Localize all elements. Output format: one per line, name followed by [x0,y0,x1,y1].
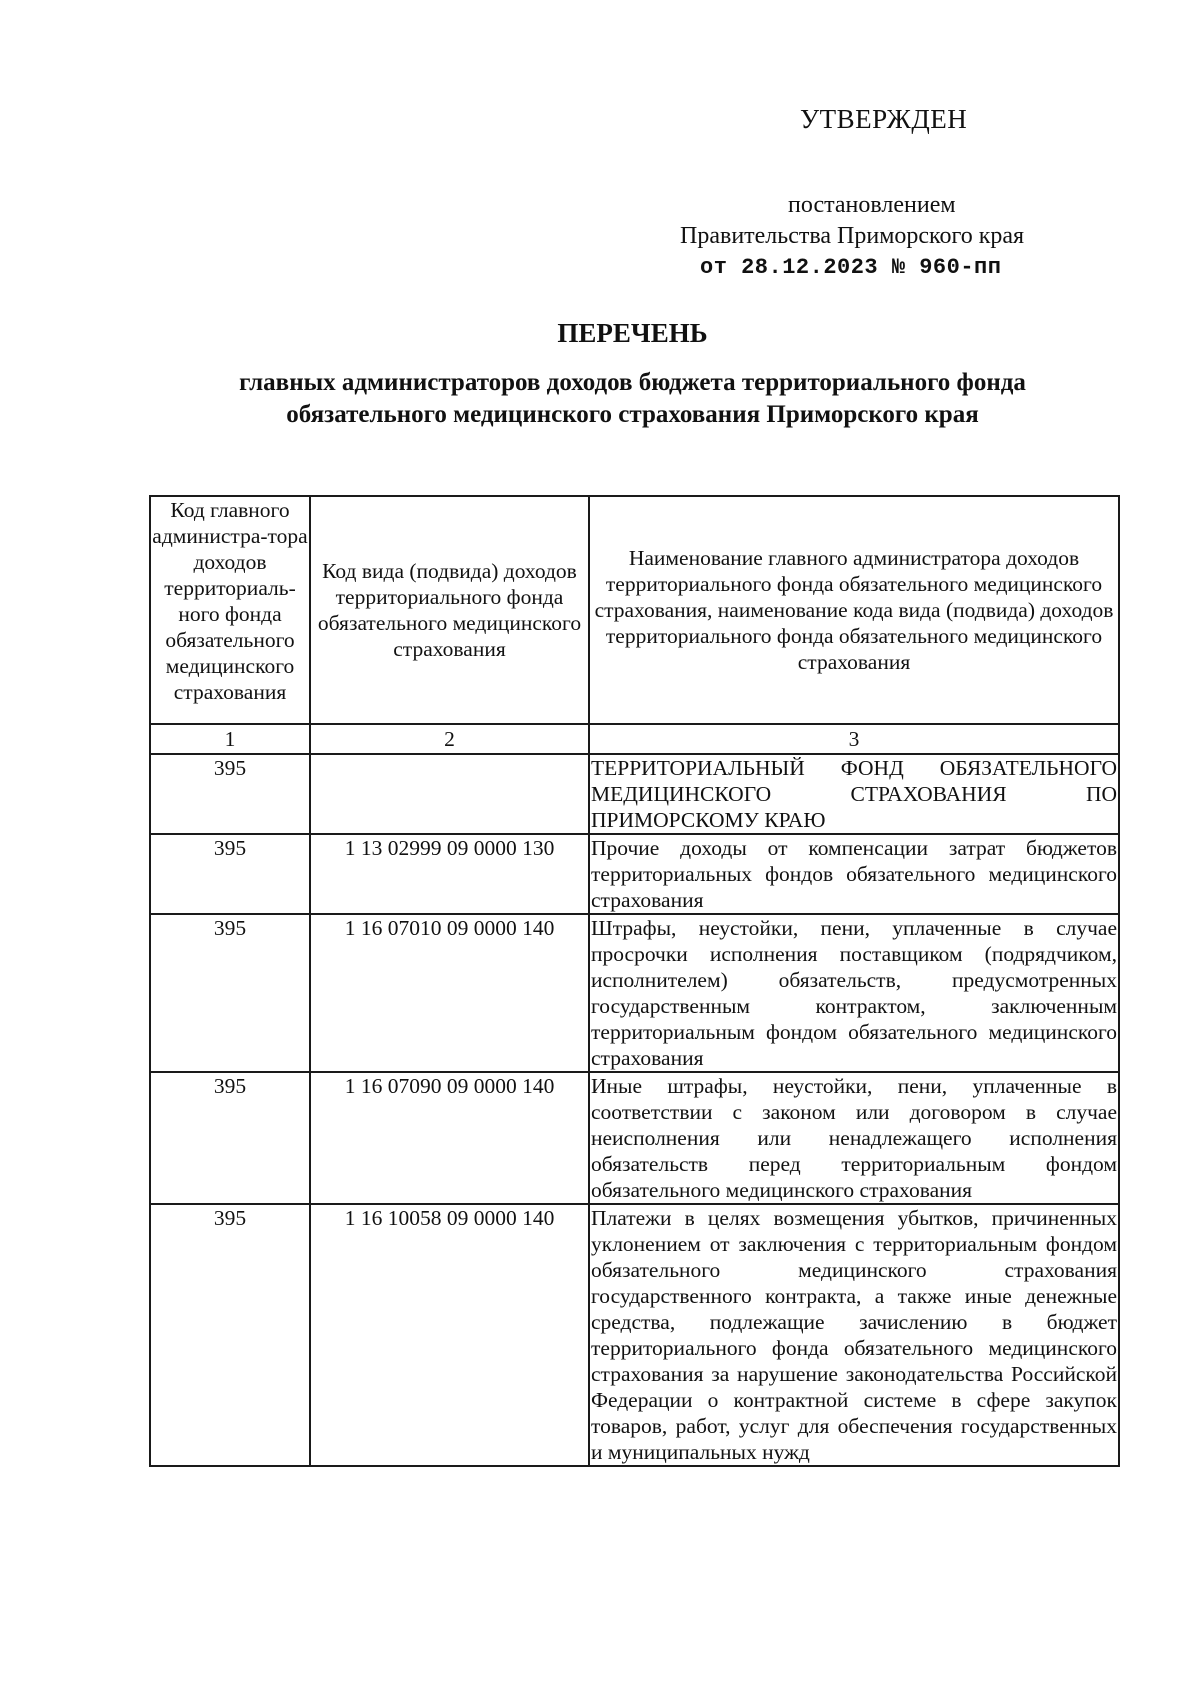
decree-line-2: Правительства Приморского края [680,223,1025,249]
name-cell: Иные штрафы, неустойки, пени, уплаченные в соответствии с законом или договором в случае неисполнения или ненадлежащего исполнения обязательств перед территориальным фондом обязательного медицинского страхования [591,1074,1117,1202]
admin-code-cell: 395 [150,1072,310,1204]
table-row [150,914,1119,1072]
admin-code-cell: 395 [150,754,310,834]
table-row [150,754,1119,834]
income-code-cell: 1 13 02999 09 0000 130 [310,834,589,914]
table-row [150,1072,1119,1204]
decree-reference [680,190,1100,283]
name-cell: Платежи в целях возмещения убытков, причиненных уклонением от заключения с территориальным фондом обязательного медицинского страхования государственного контракта, а также иные денежные средства, подлежащие зачислению в бюджет территориального фонда обязательного медицинского страхования за нарушение законодательства Российской Федерации о контрактной системе в сфере закупок товаров, работ, услуг для обеспечения государственных и муниципальных нужд [591,1206,1117,1464]
name-cell: Прочие доходы от компенсации затрат бюджетов территориальных фондов обязательного медицинского страхования [591,836,1117,912]
column-number: 2 [310,724,589,754]
header-admin-code: Код главного администра-тора доходов территориаль-ного фонда обязательного медицинского страхования [150,496,310,724]
document-title: ПЕРЕЧЕНЬ [557,318,708,348]
name-cell: Штрафы, неустойки, пени, уплаченные в случае просрочки исполнения поставщиком (подрядчиком, исполнителем) обязательств, предусмотренных государственным контрактом, заключенным территориальным фондом обязательного медицинского страхования [591,916,1117,1070]
approval-stamp: УТВЕРЖДЕН [800,104,968,134]
admin-code-cell: 395 [150,1204,310,1466]
header-name: Наименование главного администратора доходов территориального фонда обязательного медицинского страхования, наименование кода вида (подвида) доходов территориального фонда обязательного медицинского страхования [589,496,1119,724]
table-header-row [150,496,1119,724]
income-code-cell: 1 16 07090 09 0000 140 [310,1072,589,1204]
income-code-cell [310,754,589,834]
admin-code-cell: 395 [150,914,310,1072]
decree-line-1: постановлением [788,192,956,218]
decree-date-number: от 28.12.2023 № 960-пп [700,255,1002,280]
document-subtitle: главных администраторов доходов бюджета территориального фонда обязательного медицинского страхования Приморского края [239,369,1026,428]
name-cell: ТЕРРИТОРИАЛЬНЫЙ ФОНД ОБЯЗАТЕЛЬНОГО МЕДИЦИНСКОГО СТРАХОВАНИЯ ПО ПРИМОРСКОМУ КРАЮ [591,756,1117,832]
administrators-table [149,495,1120,1467]
column-number: 3 [589,724,1119,754]
income-code-cell: 1 16 10058 09 0000 140 [310,1204,589,1466]
table-row [150,834,1119,914]
table-row [150,1204,1119,1466]
admin-code-cell: 395 [150,834,310,914]
column-number: 1 [150,724,310,754]
income-code-cell: 1 16 07010 09 0000 140 [310,914,589,1072]
column-number-row [150,724,1119,754]
header-income-code: Код вида (подвида) доходов территориального фонда обязательного медицинского страхования [310,496,589,724]
